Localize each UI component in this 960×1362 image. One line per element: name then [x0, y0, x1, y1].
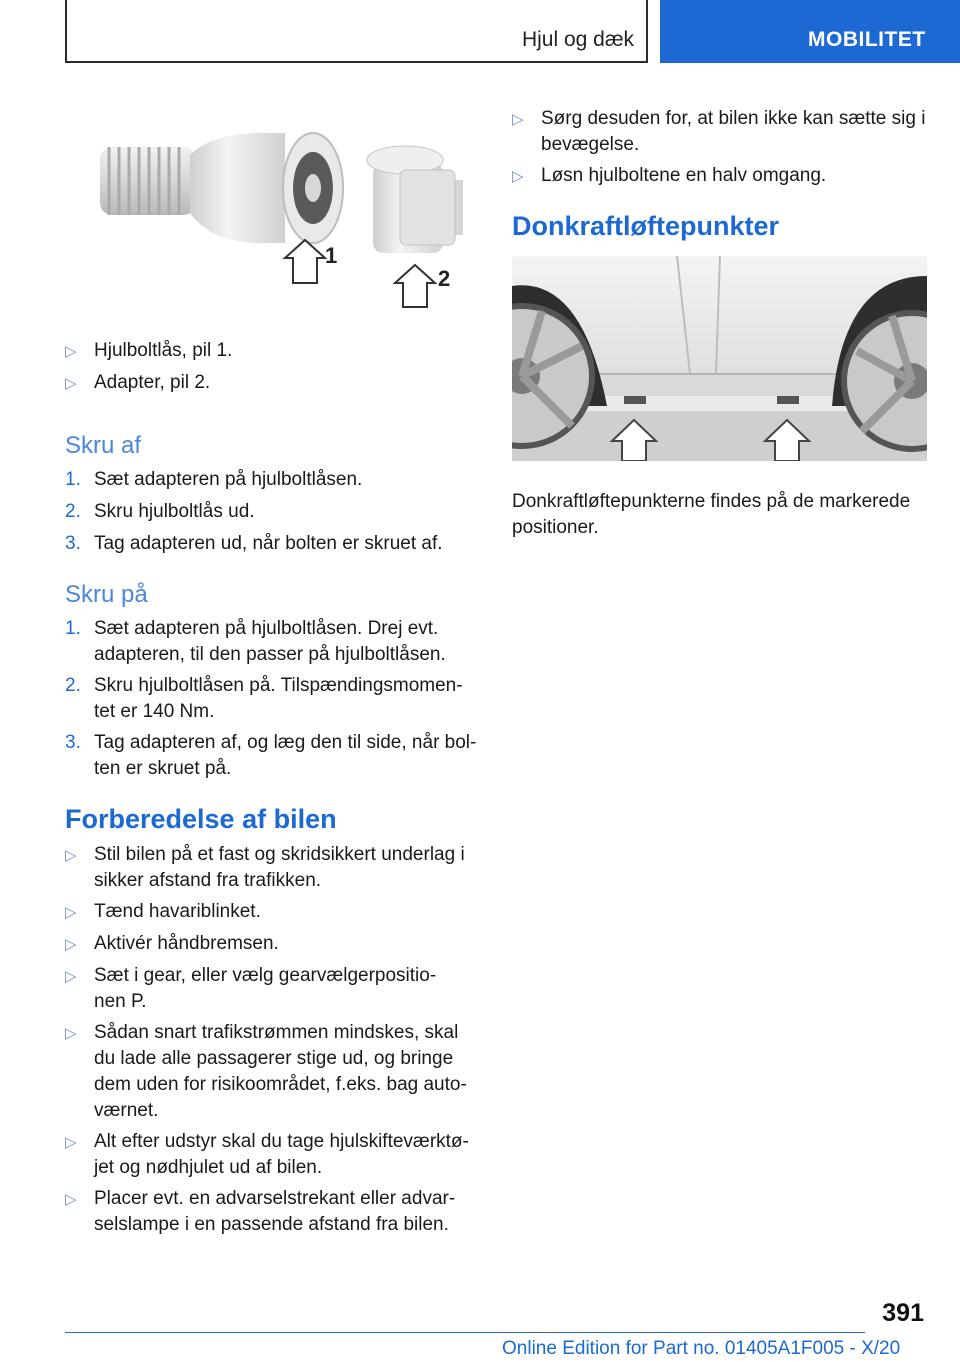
step-text: adapteren, til den passer på hjulboltlåsen. [94, 644, 446, 665]
list-item: nen P. [94, 991, 147, 1012]
edition-footer[interactable]: Online Edition for Part no. 01405A1F005 - X/20 [502, 1338, 901, 1359]
list-item: sikker afstand fra trafikken. [94, 870, 322, 891]
step-number: 1. [65, 469, 81, 490]
heading-skru-af: Skru af [65, 432, 142, 459]
step-number: 2. [65, 675, 81, 696]
list-item: Alt efter udstyr skal du tage hjulskifteværktø- [94, 1131, 469, 1152]
section-title: Hjul og dæk [521, 28, 634, 51]
chapter-tab[interactable]: MOBILITET [660, 0, 960, 63]
list-item: Sådan snart trafikstrømmen mindskes, skal [94, 1022, 459, 1043]
list-item: Sæt i gear, eller vælg gearvælgerpositio- [94, 965, 437, 986]
photo-caption: positioner. [512, 517, 599, 538]
bullet-icon: ▷ [65, 1025, 77, 1042]
bullet-icon: ▷ [65, 904, 77, 921]
bullet-icon: ▷ [512, 168, 524, 185]
bullet-icon: ▷ [65, 375, 77, 392]
step-text: Tag adapteren af, og læg den til side, når bol- [94, 732, 477, 753]
list-item: du lade alle passagerer stige ud, og bringe [94, 1048, 454, 1069]
photo-caption: Donkraftløftepunkterne findes på de markerede [512, 491, 911, 512]
list-item: Stil bilen på et fast og skridsikkert underlag i [94, 844, 465, 865]
list-item: Sørg desuden for, at bilen ikke kan sætte sig i [541, 108, 926, 129]
figure-label-1: 1 [325, 243, 338, 268]
page-number: 391 [882, 1299, 924, 1327]
step-text: tet er 140 Nm. [94, 701, 215, 722]
header-frame [65, 0, 648, 63]
list-item: Aktivér håndbremsen. [94, 933, 279, 954]
legend-item: Hjulboltlås, pil 1. [94, 340, 233, 361]
step-text: Tag adapteren ud, når bolten er skruet af. [94, 533, 443, 554]
bullet-icon: ▷ [65, 968, 77, 985]
step-text: Sæt adapteren på hjulboltlåsen. [94, 469, 363, 490]
heading-donkraft: Donkraftløftepunkter [512, 211, 780, 241]
step-number: 1. [65, 618, 81, 639]
jacking-points-photo [512, 256, 927, 461]
bullet-icon: ▷ [65, 847, 77, 864]
footer-divider [65, 1332, 865, 1333]
list-item: dem uden for risikoområdet, f.eks. bag auto- [94, 1074, 467, 1095]
list-item: Løsn hjulboltene en halv omgang. [541, 165, 827, 186]
step-number: 2. [65, 501, 81, 522]
step-text: Skru hjulboltlås ud. [94, 501, 255, 522]
list-item: selslampe i en passende afstand fra bilen. [94, 1214, 449, 1235]
bullet-icon: ▷ [65, 1134, 77, 1151]
step-text: Skru hjulboltlåsen på. Tilspændingsmomen- [94, 675, 463, 696]
list-item: bevægelse. [541, 134, 640, 155]
bullet-icon: ▷ [512, 111, 524, 128]
step-number: 3. [65, 533, 81, 554]
legend-item: Adapter, pil 2. [94, 372, 211, 393]
figure-label-2: 2 [438, 266, 451, 291]
bullet-icon: ▷ [65, 1191, 77, 1208]
heading-skru-paa: Skru på [65, 581, 148, 608]
list-item: jet og nødhjulet ud af bilen. [94, 1157, 323, 1178]
heading-forberedelse: Forberedelse af bilen [65, 804, 337, 834]
wheel-lock-figure [95, 125, 465, 310]
list-item: værnet. [94, 1100, 159, 1121]
step-text: Sæt adapteren på hjulboltlåsen. Drej evt. [94, 618, 439, 639]
list-item: Placer evt. en advarselstrekant eller advar- [94, 1188, 456, 1209]
bullet-icon: ▷ [65, 936, 77, 953]
bullet-icon: ▷ [65, 343, 77, 360]
list-item: Tænd havariblinket. [94, 901, 261, 922]
step-text: ten er skruet på. [94, 758, 232, 779]
bolt-thread [100, 147, 195, 215]
step-number: 3. [65, 732, 81, 753]
